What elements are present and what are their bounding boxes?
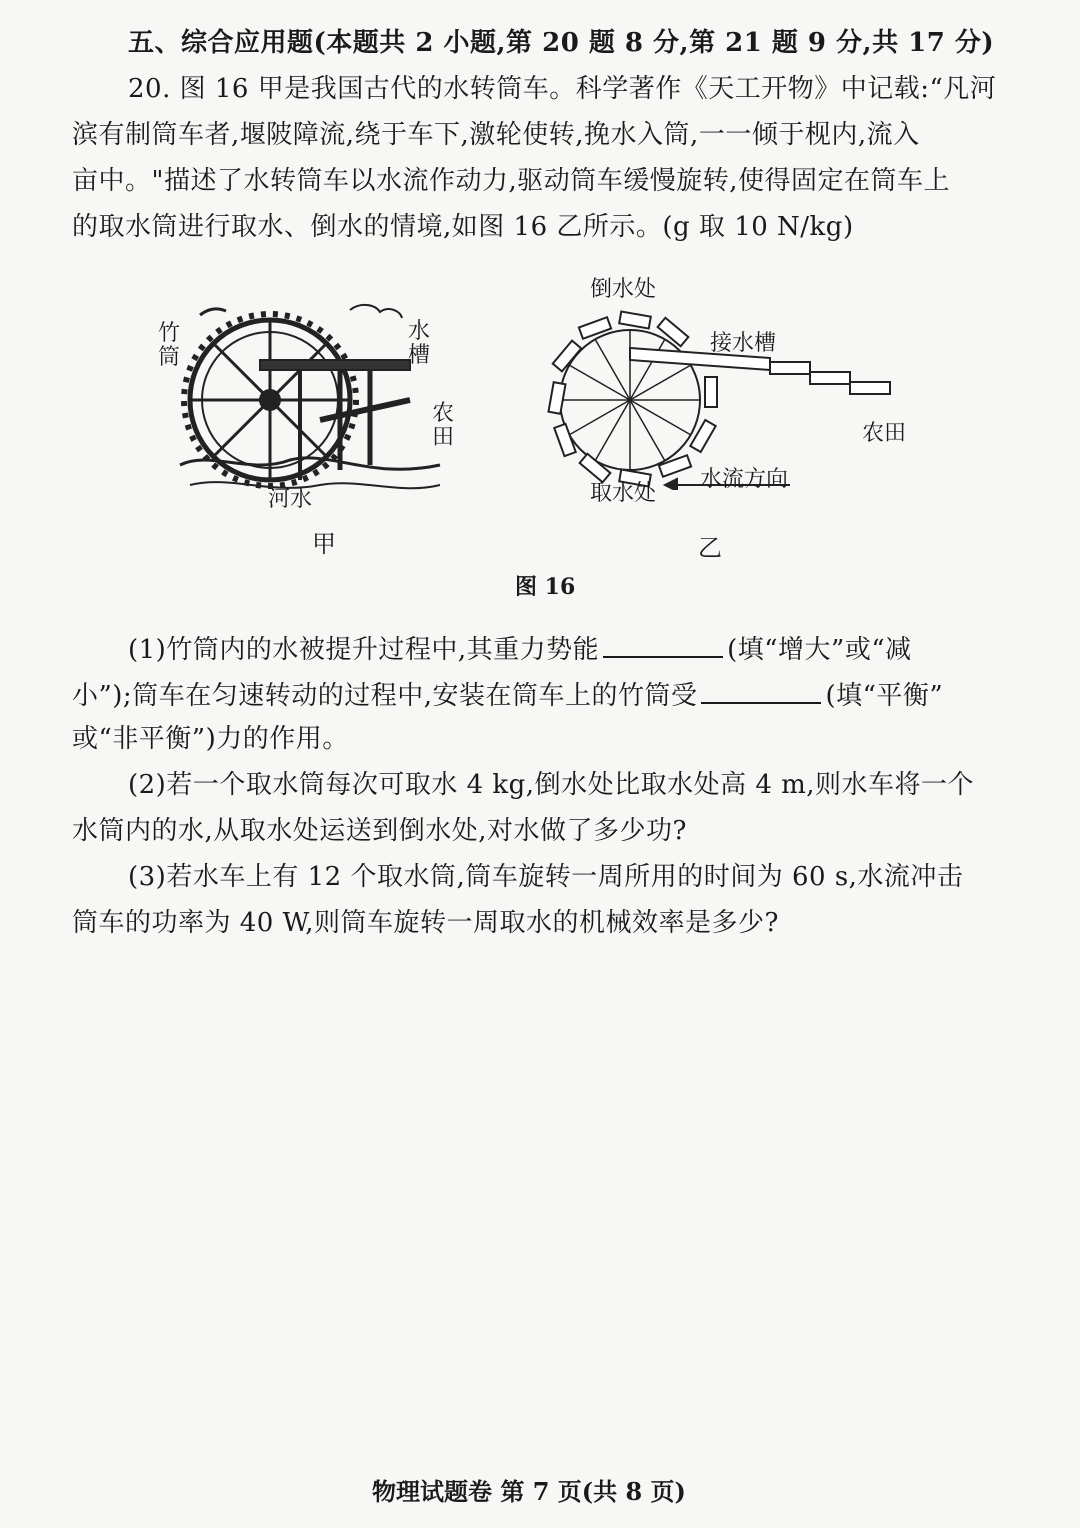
figure-16 [150,270,930,570]
answer-blank-1[interactable] [603,630,723,658]
label-receiving-trough: 接水槽 [710,331,777,356]
part3-line-2: 筒车的功率为 40 W,则筒车旋转一周取水的机械效率是多少? [72,908,779,938]
part3-line-1: (3)若水车上有 12 个取水筒,筒车旋转一周所用的时间为 60 s,水流冲击 [128,862,964,892]
label-water-trough: 水槽 [408,319,431,368]
q20-stem-line-1: 20. 图 16 甲是我国古代的水转筒车。科学著作《天工开物》中记载:“凡河 [128,74,997,104]
label-farmland-yi: 农田 [862,421,907,446]
label-farmland-jia: 农田 [432,401,455,450]
part2-line-2: 水筒内的水,从取水处运送到倒水处,对水做了多少功? [72,816,687,846]
sub-label-yi: 乙 [698,534,722,562]
q20-stem-line-3: 亩中。"描述了水转筒车以水流作动力,驱动筒车缓慢旋转,使得固定在筒车上 [72,166,950,196]
label-river: 河水 [268,487,313,512]
part1-line1-text-a: (1)竹筒内的水被提升过程中,其重力势能 [128,635,600,665]
label-flow-direction: 水流方向 [700,467,789,492]
figure-caption: 图 16 [515,574,576,600]
q20-stem-line-2: 滨有制筒车者,堰陂障流,绕于车下,激轮使转,挽水入筒,一一倾于枧内,流入 [72,120,920,150]
q20-stem-line-4: 的取水筒进行取水、倒水的情境,如图 16 乙所示。(g 取 10 N/kg) [72,212,854,242]
part1-line-1 [128,630,912,667]
answer-blank-2[interactable] [701,676,821,704]
label-pour-point: 倒水处 [590,277,657,302]
page-footer: 物理试题卷 第 7 页(共 8 页) [372,1477,686,1506]
part1-line2-text-a: 小”);筒车在匀速转动的过程中,安装在筒车上的竹筒受 [72,681,698,711]
part2-line-1: (2)若一个取水筒每次可取水 4 kg,倒水处比取水处高 4 m,则水车将一个 [128,770,975,800]
part1-line-3: 或“非平衡”)力的作用。 [72,724,349,754]
part1-line-2 [72,676,943,713]
part1-line2-text-b: (填“平衡” [825,681,944,711]
section-header: 五、综合应用题(本题共 2 小题,第 20 题 8 分,第 21 题 9 分,共 17 分) [128,28,995,58]
label-intake-point: 取水处 [590,481,657,506]
label-bamboo-tube: 竹筒 [158,321,181,370]
part1-line1-text-b: (填“增大”或“减 [727,635,912,665]
sub-label-jia: 甲 [312,530,336,558]
